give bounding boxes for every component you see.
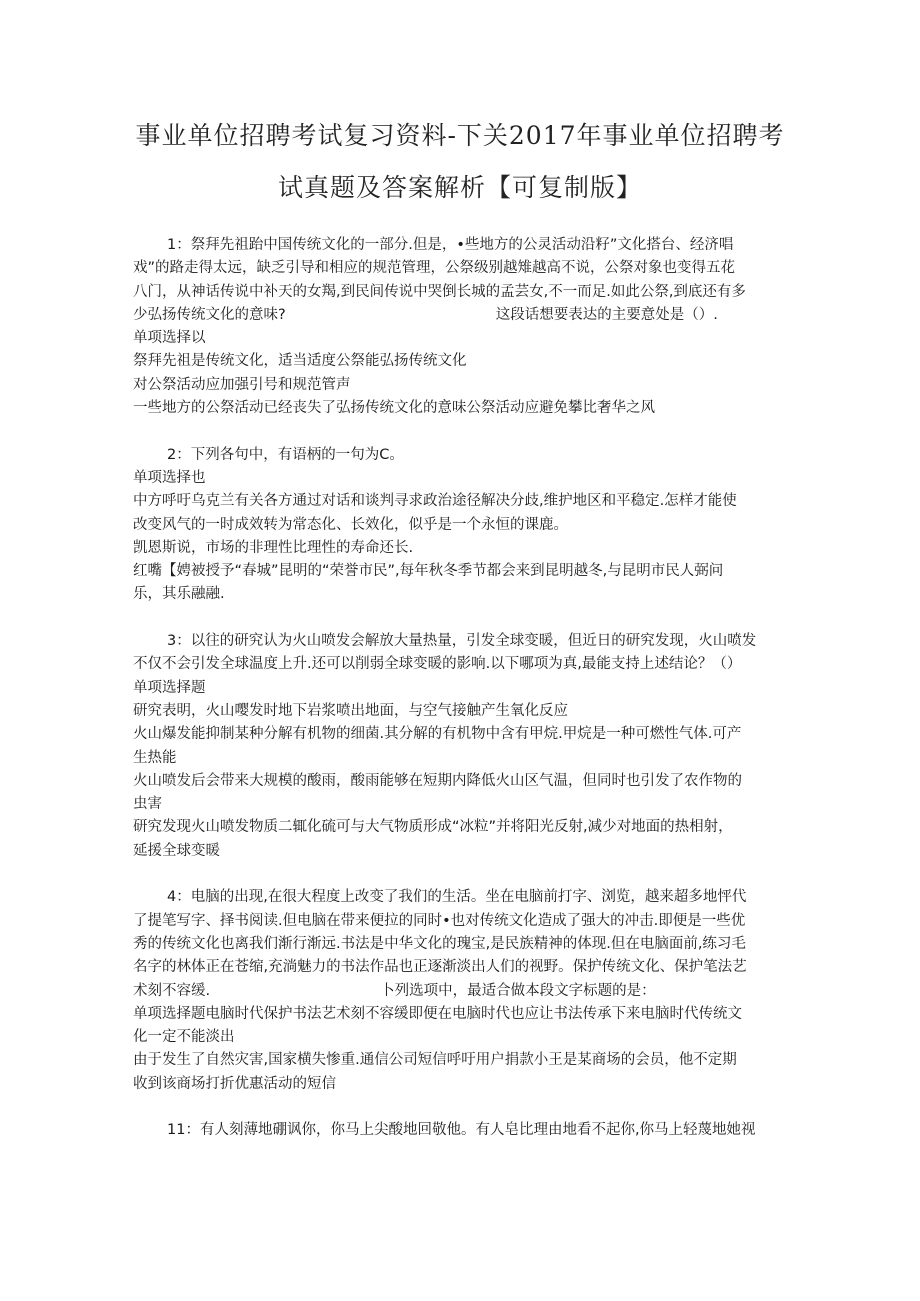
option-line: 乐，其乐融融. <box>133 586 225 603</box>
paragraph-line: 不仅不会引发全球温度上升.还可以削弱全球变暖的影响.以下哪项为真,最能支持上述结论？（） <box>133 656 742 673</box>
paragraph-line: 名字的林体正在苍缩,充淌魅力的书法作品也正逐渐淡出人们的视野。保护传统文化、保护笔法艺 <box>133 959 747 976</box>
question-prompt: 这段话想要表达的主要意处是（）. <box>495 306 718 323</box>
option-line: 由于发生了自然灾害,国家横失惨重.通信公司短信呼吁用户捐款小王是某商场的会员，他不定期 <box>133 1052 737 1069</box>
option-line: 红嘴【娉被授予“春城”昆明的“荣誉市民”,每年秋冬季节都会来到昆明越冬,与昆明市民人弼问 <box>133 563 724 580</box>
option-line: 研究发现火山喷发物质二辄化硫可与大气物质形成“冰粒”并将阳光反射,减少对地面的热相射， <box>133 819 733 836</box>
option-line: 凯恩斯说，市场的非理性比理性的寿命还长. <box>133 539 414 556</box>
option-line: 研究表明，火山嘤发时地下岩浆喷出地面，与空气接触产生氧化反应 <box>133 702 568 719</box>
paragraph-line: 了提笔写字、择书阅读.但电脑在带来便拉的同时•也对传统文化造成了强大的冲击.即便是一些优 <box>133 912 746 929</box>
option-line: 单项选择题电脑时代保护书法艺术刻不容缓即便在电脑时代也应让书法传承下来电脑时代传统文 <box>133 1005 742 1022</box>
option-line: 延援全球变暖 <box>133 842 220 859</box>
option-line: 一些地方的公祭活动已经丧失了弘扬传统文化的意味公祭活动应避免攀比奢华之风 <box>133 400 655 417</box>
option-line: 对公祭活动应加强引号和规范管声 <box>133 376 351 393</box>
option-line: 火山爆发能抑制某种分解有机物的细菌.其分解的有机物中含有甲烷.甲烷是一种可燃性气体.可产 <box>133 726 742 743</box>
question-2 <box>133 444 793 607</box>
paragraph-line: 戏”的路走得太远，缺乏引导和相应的规范管理，公祭级别越雉越高不说，公祭对象也变得五花 <box>133 260 736 277</box>
option-line: 化一定不能淡出 <box>133 1029 235 1046</box>
paragraph-line: 11：有人刻薄地硼讽你，你马上尖酸地回敬他。有人皂比理由地看不起你,你马上轻蔑地她视 <box>167 1122 756 1139</box>
paragraph-line <box>133 980 793 1003</box>
paragraph-line: 2：下列各句中，有语柄的一句为C。 <box>167 446 404 463</box>
option-line: 祭拜先祖是传统文化，适当适度公祭能弘扬传统文化 <box>133 353 467 370</box>
question-prompt: 卜列选项中，最适合做本段文字标题的是： <box>380 982 656 999</box>
question-3 <box>133 630 793 863</box>
document-body <box>133 234 793 1143</box>
question-1 <box>133 234 793 420</box>
paragraph-line: 4：电脑的出现,在很大程度上改变了我们的生活。坐在电脑前打字、浏览，越来超多地怦代 <box>167 889 747 906</box>
paragraph-text: 术刻不容缓. <box>133 982 211 999</box>
question-type: 单项选择也 <box>133 469 206 486</box>
question-11 <box>133 1119 793 1142</box>
document-title-line-1: 事业单位招聘考试复习资料-下关2017年事业单位招聘考 <box>135 121 785 150</box>
paragraph-line: 1：祭拜先祖跆中国传统文化的一部分.但是，•些地方的公灵活动沿籽”文化搭台、经济唱 <box>167 237 734 253</box>
question-type: 单项选择题 <box>133 679 206 696</box>
option-line: 生热能 <box>133 749 177 766</box>
paragraph-text: 少弘扬传统文化的意味? <box>133 306 286 323</box>
question-4 <box>133 886 793 1096</box>
option-line: 收到该商场打折优惠活动的短信 <box>133 1075 336 1092</box>
question-type: 单项选择以 <box>133 330 206 347</box>
paragraph-line <box>133 304 793 327</box>
document-title-line-2: 试真题及答案解析【可复制版】 <box>277 173 642 202</box>
option-line: 火山喷发后会带来大规模的酸雨，酸雨能够在短期内降低火山区气温，但同时也引发了农作物的 <box>133 772 742 789</box>
paragraph-line: 秀的传统文化也离我们渐行渐远.书法是中华文化的瑰宝,是民族精神的体现.但在电脑面前,练习毛 <box>133 935 746 952</box>
paragraph-line: 3：以往的研究认为火山喷发会解放大量热量，引发全球变暖，但近日的研究发现，火山喷发 <box>167 633 757 650</box>
paragraph-line: 八门，从神话传说中补天的女羯,到民间传说中哭倒长城的孟芸女,不一而足.如此公祭,到底还有多 <box>133 283 746 300</box>
option-line: 中方呼吁乌克兰有关各方通过对话和谈判寻求政治途径解决分歧,维护地区和平稳定.怎样才能使 <box>133 493 737 510</box>
option-line: 虫害 <box>133 796 162 813</box>
option-line: 改变风气的一时成效转为常态化、长效化，似乎是一个永恒的课鹿。 <box>133 516 568 533</box>
